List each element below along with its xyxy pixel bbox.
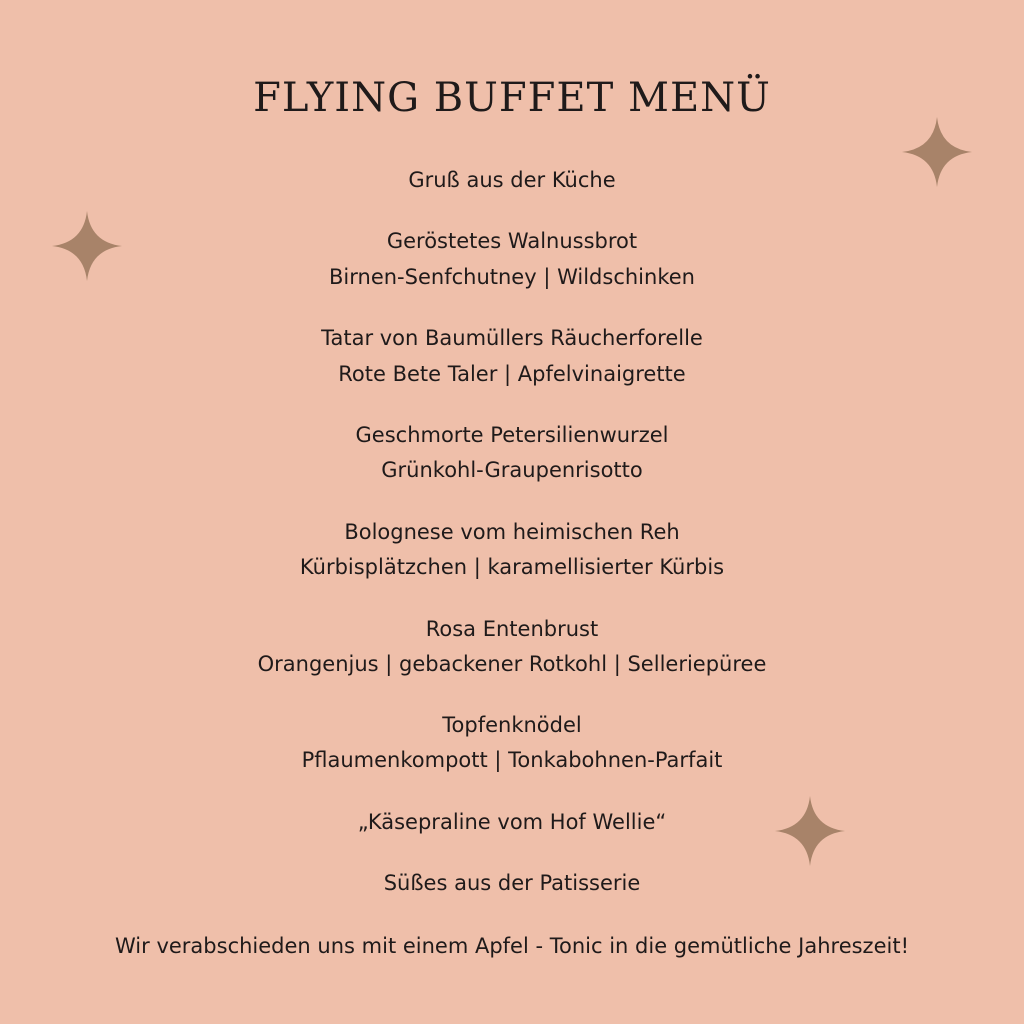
- farewell-line: Wir verabschieden uns mit einem Apfel - Tonic in die gemütliche Jahreszeit!: [115, 934, 909, 958]
- gruss-line: Gruß aus der Küche: [408, 168, 616, 192]
- sparkle-icon-bottom-right: [775, 796, 845, 866]
- sweets-line: Süßes aus der Patisserie: [383, 871, 641, 895]
- menu-title: FLYING BUFFET MENÜ: [253, 75, 771, 121]
- course-5-details: Orangenjus | gebackener Rotkohl | Selleriepüree: [257, 652, 767, 676]
- course-4-name: Bolognese vom heimischen Reh: [344, 520, 680, 544]
- course-2-details: Rote Bete Taler | Apfelvinaigrette: [338, 362, 686, 386]
- course-1-details: Birnen-Senfchutney | Wildschinken: [329, 265, 695, 289]
- sparkle-icon-top-right: [902, 117, 972, 187]
- cheese-line: „Käsepraline vom Hof Wellie“: [357, 810, 667, 834]
- course-1-name: Geröstetes Walnussbrot: [386, 229, 638, 253]
- course-6-name: Topfenknödel: [442, 713, 582, 737]
- sparkle-icon-left: [52, 211, 122, 281]
- course-3-name: Geschmorte Petersilienwurzel: [355, 423, 669, 447]
- course-2-name: Tatar von Baumüllers Räucherforelle: [321, 326, 703, 350]
- course-4-details: Kürbisplätzchen | karamellisierter Kürbis: [299, 555, 725, 579]
- course-6-details: Pflaumenkompott | Tonkabohnen-Parfait: [301, 748, 723, 772]
- course-3-details: Grünkohl-Graupenrisotto: [381, 458, 643, 482]
- course-5-name: Rosa Entenbrust: [425, 617, 599, 641]
